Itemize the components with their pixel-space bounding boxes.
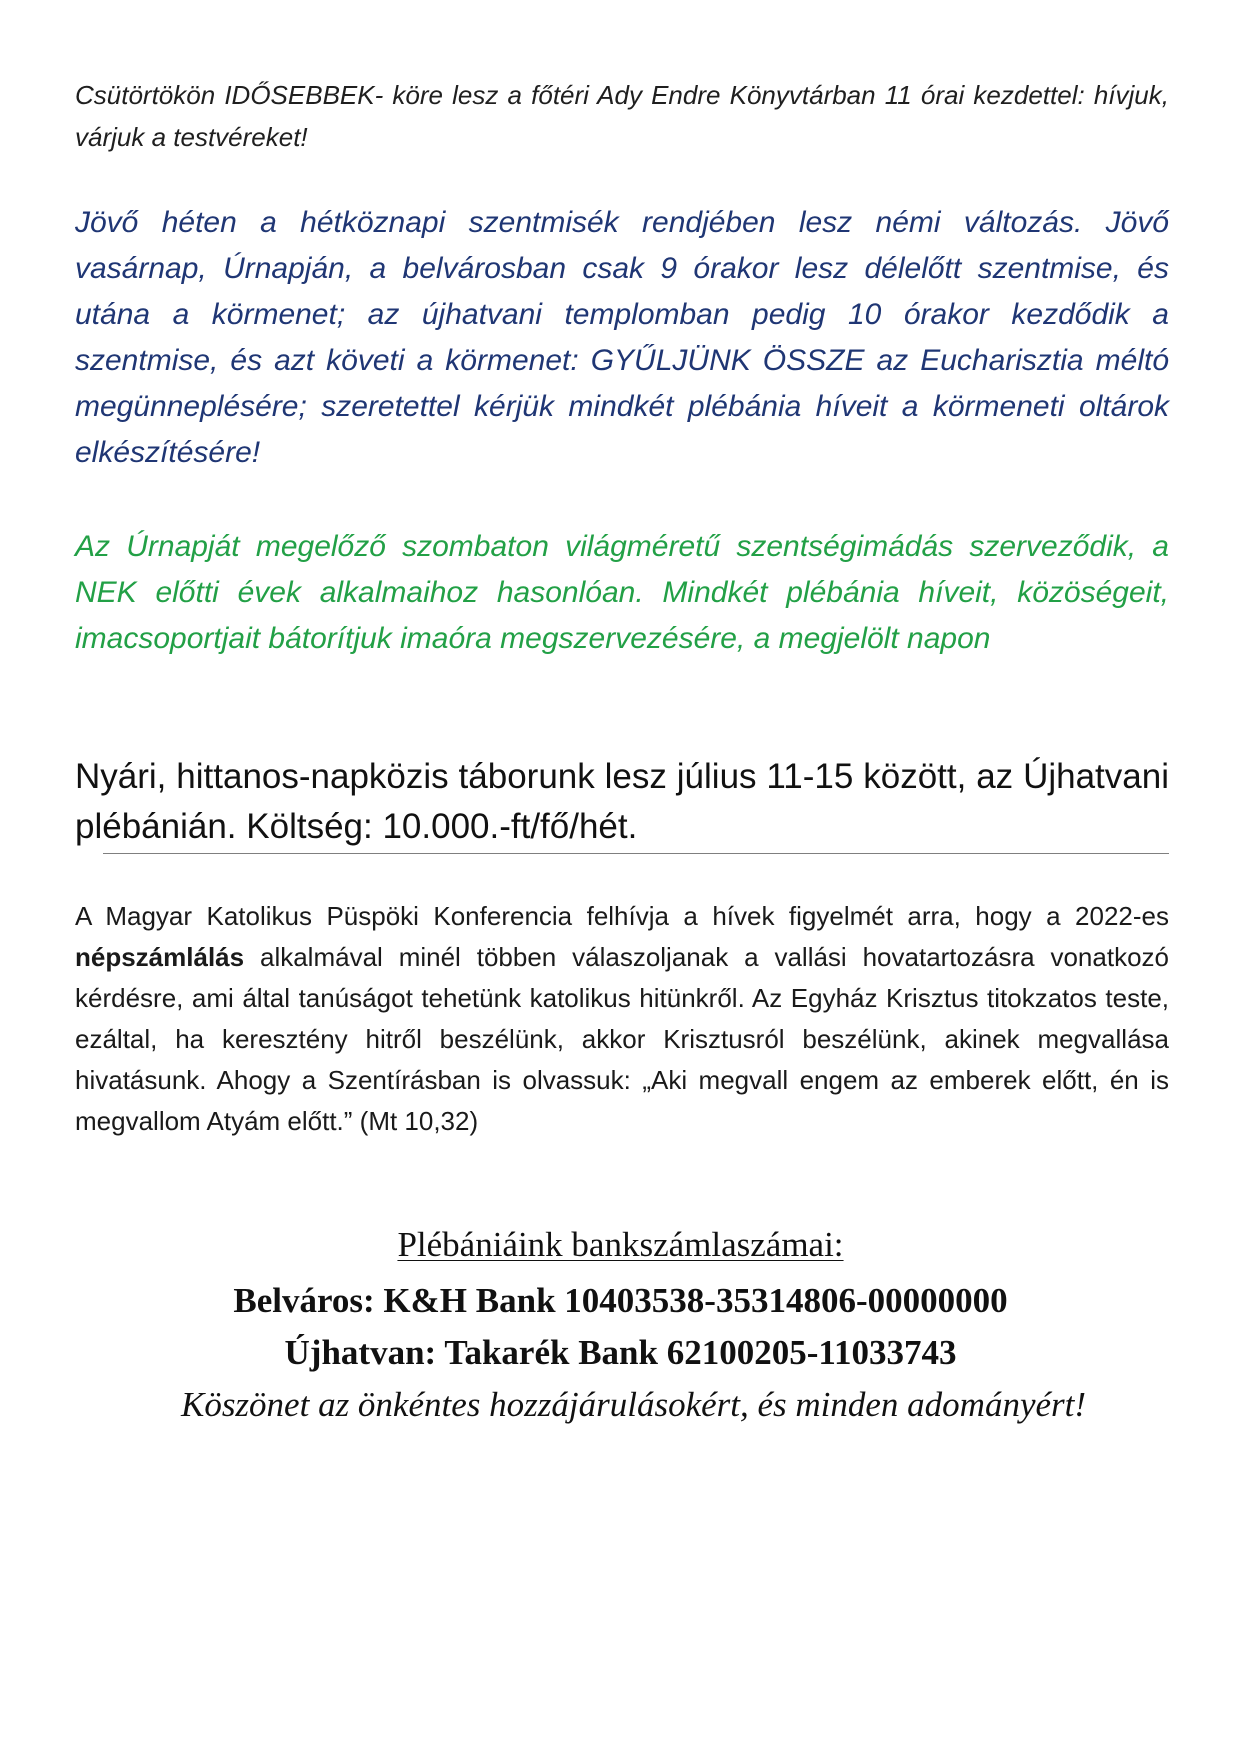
census-text-2: alkalmával minél többen válaszoljanak a vallási hovatartozásra vonatkozó kérdésre, ami által tanúságot tehetünk katolikus hitünkről. Az Egyház Krisztus titokzatos teste, ezáltal, ha keresztény hitről beszélünk, akkor Krisztusról beszélünk, akinek megvallása hivatásunk. Ahogy a Szentírásban is olvassuk: „Aki megvall engem az emberek előtt, én is megvallom Atyám előtt.” (Mt 10,32) — [75, 942, 1169, 1136]
notice-corpus-christi: Jövő héten a hétköznapi szentmisék rendjében lesz némi változás. Jövő vasárnap, Úrnapján, a belvárosban csak 9 órakor lesz délelőtt szentmise, és utána a körmenet; az újhatvani templomban pedig 10 órakor kezdődik a szentmise, és azt követi a körmenet: GYŰLJÜNK ÖSSZE az Eucharisztia méltó megünneplésére; szeretettel kérjük mindkét plébánia híveit a körmeneti oltárok elkészítésére! — [75, 206, 1169, 469]
bank-account-belvaros: Belváros: K&H Bank 10403538-35314806-00000000 — [233, 1281, 1008, 1320]
census-keyword: népszámlálás — [75, 942, 245, 972]
bank-accounts-title-text: Plébániáink bankszámlaszámai: — [397, 1225, 844, 1264]
notice-camp: Nyári, hittanos-napközis táborunk lesz július 11-15 között, az Újhatvani plébánián. Költség: 10.000.-ft/fő/hét. — [75, 757, 1169, 846]
thanks-note: Köszönet az önkéntes hozzájárulásokért, és minden adományért! — [180, 1385, 1087, 1424]
divider-line — [103, 853, 1169, 854]
bank-accounts-title — [0, 1222, 1241, 1268]
census-text-1: A Magyar Katolikus Püspöki Konferencia felhívja a hívek figyelmét arra, hogy a 2022-es — [75, 901, 1169, 931]
notice-census — [75, 896, 1169, 1142]
bank-account-ujhatvan: Újhatvan: Takarék Bank 62100205-11033743 — [284, 1333, 957, 1372]
notice-seniors: Csütörtökön IDŐSEBBEK- köre lesz a főtéri Ady Endre Könyvtárban 11 órai kezdettel: hívjuk, várjuk a testvéreket! — [75, 80, 1169, 152]
notice-adoration: Az Úrnapját megelőző szombaton világméretű szentségimádás szerveződik, a NEK előtti évek alkalmaihoz hasonlóan. Mindkét plébánia híveit, közöségeit, imacsoportjait bátorítjuk imaóra megszervezésére, a megjelölt napon — [75, 530, 1169, 655]
